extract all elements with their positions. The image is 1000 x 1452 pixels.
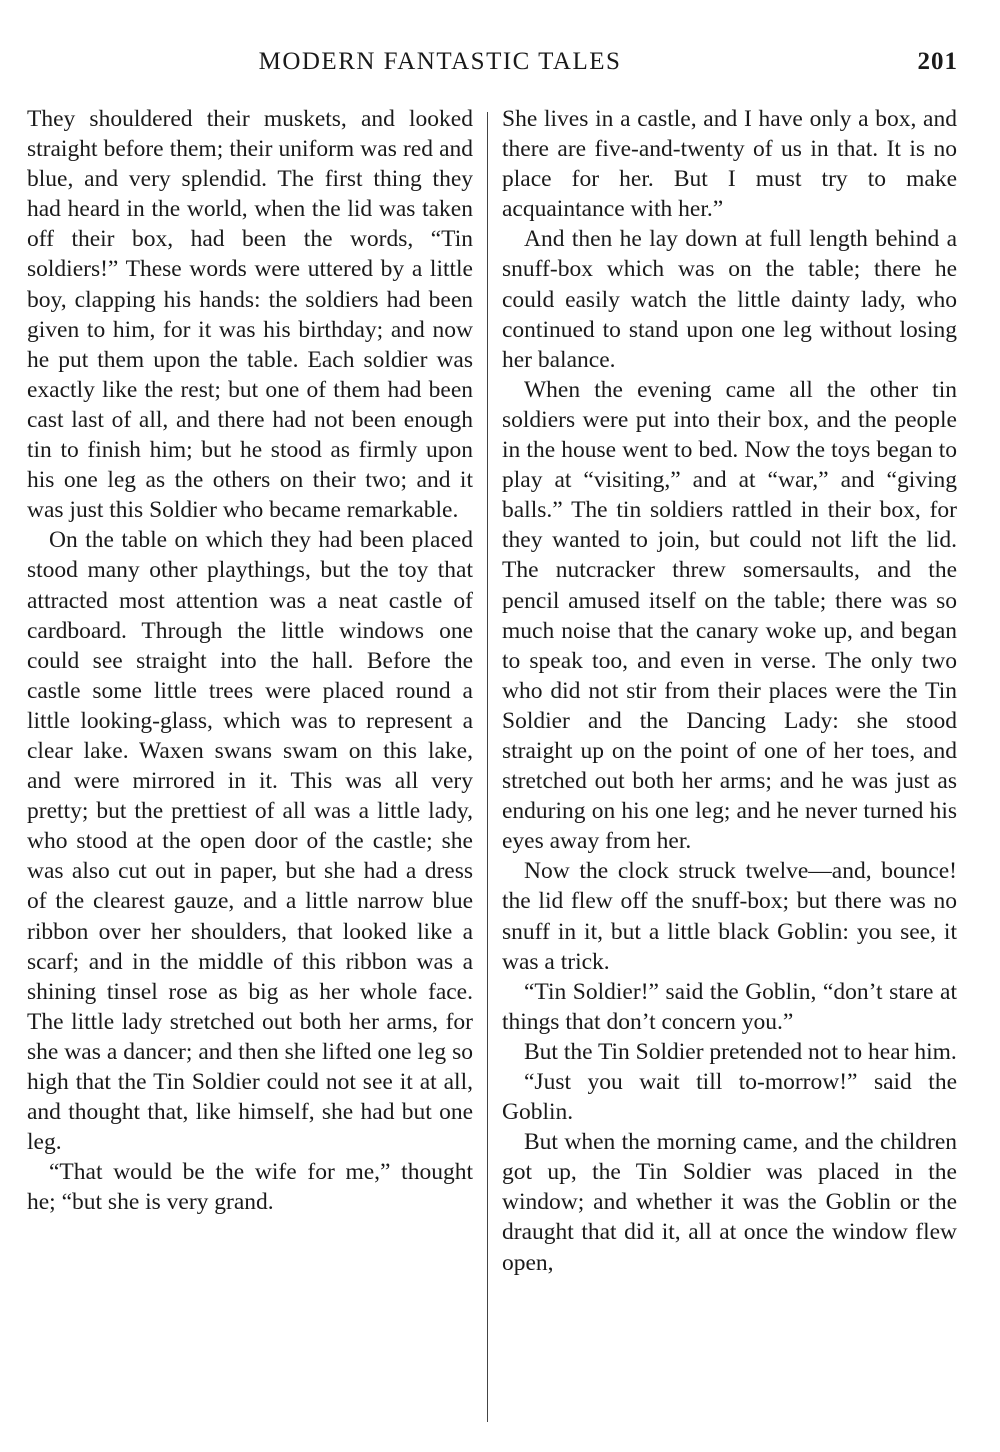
paragraph: She lives in a castle, and I have only a box, and there are five-and-twenty of us in that. It is no place for her. But I must try to make acquaintance with her.”	[502, 106, 957, 223]
paragraph: “Just you wait till to-morrow!” said the Goblin.	[502, 1069, 957, 1126]
left-column	[27, 104, 473, 1217]
paragraph: “Tin Soldier!” said the Goblin, “don’t stare at things that don’t concern you.”	[502, 978, 957, 1035]
paragraph: And then he lay down at full length behind a snuff-box which was on the table; there he could easily watch the little dainty lady, who continued to stand upon one leg without losing her balance.	[502, 226, 957, 373]
column-divider	[487, 112, 488, 1422]
paragraph: “That would be the wife for me,” thought he; “but she is very grand.	[27, 1159, 473, 1216]
page-number: 201	[917, 48, 958, 75]
paragraph: They shouldered their muskets, and looked straight before them; their uniform was red and blue, and very splendid. The first thing they had heard in the world, when the lid was taken off their box, had been the words, “Tin soldiers!” These words were uttered by a little boy, clapping his hands: the soldiers had been given to him, for it was his birthday; and now he put them upon the table. Each soldier was exactly like the rest; but one of them had been cast last of all, and there had not been enough tin to finish him; but he stood as firmly upon his one leg as the others on their two; and it was just this Soldier who became remarkable.	[27, 106, 473, 524]
paragraph: On the table on which they had been placed stood many other playthings, but the toy that attracted most attention was a neat castle of cardboard. Through the little windows one could see straight into the hall. Before the castle some little trees were placed round a little looking-glass, which was to represent a clear lake. Waxen swans swam on this lake, and were mirrored in it. This was all very pretty; but the prettiest of all was a little lady, who stood at the open door of the castle; she was also cut out in paper, but she had a dress of the clearest gauze, and a little narrow blue ribbon over her shoulders, that looked like a scarf; and in the middle of this ribbon was a shining tinsel rose as big as her whole face. The little lady stretched out both her arms, for she was a dancer; and then she lifted one leg so high that the Tin Soldier could not see it at all, and thought that, like himself, she had but one leg.	[27, 527, 473, 1156]
paragraph: But when the morning came, and the children got up, the Tin Soldier was placed in the window; and whether it was the Goblin or the draught that did it, all at once the window flew open,	[502, 1129, 957, 1276]
paragraph: But the Tin Soldier pretended not to hear him.	[524, 1038, 957, 1065]
running-head	[0, 48, 1000, 82]
paragraph: When the evening came all the other tin soldiers were put into their box, and the people in the house went to bed. Now the toys began to play at “visiting,” and at “war,” and “giving balls.” The tin soldiers rattled in their box, for they wanted to join, but could not lift the lid. The nutcracker threw somersaults, and the pencil amused itself on the table; there was so much noise that the canary woke up, and began to speak too, and even in verse. The only two who did not stir from their places were the Tin Soldier and the Dancing Lady: she stood straight up on the point of one of her toes, and stretched out both her arms; and he was just as enduring on his one leg; and he never turned his eyes away from her.	[502, 376, 957, 855]
running-title: MODERN FANTASTIC TALES	[258, 48, 622, 75]
paragraph: Now the clock struck twelve—and, bounce! the lid flew off the snuff-box; but there was no snuff in it, but a little black Goblin: you see, it was a trick.	[502, 858, 957, 975]
right-column	[502, 104, 957, 1278]
